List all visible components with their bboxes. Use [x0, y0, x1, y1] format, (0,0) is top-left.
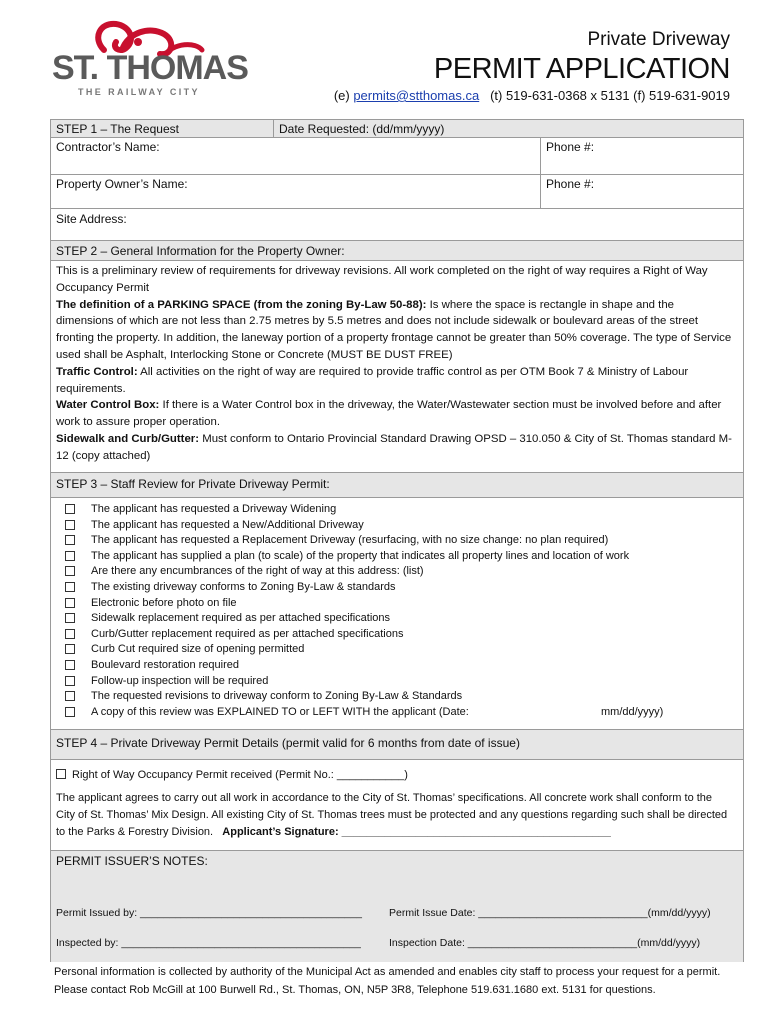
traffic-label: Traffic Control: [56, 365, 138, 378]
email-link[interactable]: permits@stthomas.ca [353, 88, 480, 103]
agreement-text [56, 790, 733, 841]
occupancy-permit-line[interactable]: Right of Way Occupancy Permit received (Permit No.: ___________) [56, 767, 733, 784]
checkbox[interactable] [65, 644, 75, 654]
water-label: Water Control Box: [56, 399, 160, 412]
agreement-body: The applicant agrees to carry out all work in accordance to the City of St. Thomas’ specifications. All concrete work shall conform to the City of St. Thomas’ Mix Design. All existing City of St. Thomas trees must be protected and any questions regarding such shall be directed to the Parks & Forestry Division. [56, 792, 728, 838]
inspection-date[interactable]: Inspection Date: _____________________________(mm/dd/yyyy) [389, 937, 701, 949]
issuer-notes-heading: PERMIT ISSUER’S NOTES: [56, 854, 208, 868]
checkbox[interactable] [65, 582, 75, 592]
checkbox[interactable] [65, 660, 75, 670]
email-prefix: (e) [333, 88, 354, 103]
step3-header [51, 473, 743, 498]
date-requested-label[interactable]: Date Requested: (dd/mm/yyyy) [279, 122, 445, 136]
inspected-by[interactable]: Inspected by: _________________________________________ [56, 937, 361, 949]
owner-row [51, 175, 743, 209]
owner-name-label[interactable]: Property Owner’s Name: [56, 177, 188, 191]
step1-header [51, 120, 743, 138]
logo-tagline: THE RAILWAY CITY [78, 87, 200, 97]
permit-issue-date[interactable]: Permit Issue Date: _____________________________(mm/dd/yyyy) [389, 907, 711, 919]
privacy-footer: Personal information is collected by authority of the Municipal Act as amended and enables city staff to process your request for a permit. Please contact Rob McGill at 100 Burwell Rd., St. Thomas, ON, N5P 3R8, Telephone 519.631.1680 ext. 5131 for questions. [54, 966, 721, 996]
checkbox[interactable] [65, 535, 75, 545]
checklist-item[interactable]: The applicant has requested a Driveway Widening [65, 502, 629, 518]
checklist-item[interactable]: Are there any encumbrances of the right of way at this address: (list) [65, 564, 629, 580]
review-date-format: mm/dd/yyyy) [601, 705, 664, 718]
checkbox[interactable] [65, 566, 75, 576]
checkbox[interactable] [65, 520, 75, 530]
contractor-phone-label[interactable]: Phone #: [546, 140, 595, 154]
checklist-item[interactable]: The requested revisions to driveway conform to Zoning By-Law & Standards [65, 689, 629, 705]
checklist-item[interactable]: Sidewalk replacement required as per attached specifications [65, 611, 629, 627]
owner-phone-label[interactable]: Phone #: [546, 177, 595, 191]
checklist-item[interactable]: The applicant has supplied a plan (to scale) of the property that indicates all property lines and location of work [65, 549, 629, 565]
site-row [51, 209, 743, 241]
step2-header [51, 241, 743, 261]
checkbox[interactable] [65, 707, 75, 717]
step4-body [51, 760, 743, 851]
checklist-item[interactable]: The applicant has requested a Replacement Driveway (resurfacing, with no size change: no plan required) [65, 533, 629, 549]
parking-label: The definition of a PARKING SPACE (from the zoning By-Law 50-88): [56, 298, 427, 311]
checkbox[interactable] [65, 613, 75, 623]
permit-issued-by[interactable]: Permit Issued by: ______________________________________ [56, 907, 362, 919]
water-text: If there is a Water Control box in the driveway, the Water/Wastewater section must be involved before and after work to assure proper operation. [56, 399, 722, 429]
checklist-item[interactable]: Follow-up inspection will be required [65, 674, 629, 690]
occupancy-checkbox[interactable] [56, 769, 66, 779]
checklist-item[interactable]: A copy of this review was EXPLAINED TO or LEFT WITH the applicant (Date: mm/dd/yyyy) [65, 705, 629, 721]
permit-form [50, 119, 744, 962]
contact-line [334, 88, 730, 103]
checklist-item[interactable]: Boulevard restoration required [65, 658, 629, 674]
sidewalk-text: Must conform to Ontario Provincial Standard Drawing OPSD – 310.050 & City of St. Thomas standard M-12 (copy attached) [56, 432, 732, 462]
step1-heading: STEP 1 – The Request [56, 122, 179, 136]
contractor-name-label[interactable]: Contractor’s Name: [56, 140, 160, 154]
phone-fax: (t) 519-631-0368 x 5131 (f) 519-631-9019 [490, 88, 730, 103]
step4-header [51, 730, 743, 760]
logo-wordmark: ST. THOMAS [52, 49, 248, 87]
review-checklist [65, 502, 664, 720]
checkbox[interactable] [65, 629, 75, 639]
applicant-signature[interactable]: Applicant’s Signature: ____________________________________________ [222, 826, 611, 838]
contractor-row [51, 138, 743, 175]
checklist-item[interactable]: Curb/Gutter replacement required as per attached specifications [65, 627, 629, 643]
checkbox[interactable] [65, 598, 75, 608]
checkbox[interactable] [65, 676, 75, 686]
sidewalk-label: Sidewalk and Curb/Gutter: [56, 432, 200, 445]
checkbox[interactable] [65, 504, 75, 514]
issuer-notes-section [51, 851, 743, 962]
step4-heading: STEP 4 – Private Driveway Permit Details (permit valid for 6 months from date of issue) [56, 736, 520, 750]
title-permit-application: PERMIT APPLICATION [433, 53, 730, 85]
checkbox[interactable] [65, 551, 75, 561]
step2-heading: STEP 2 – General Information for the Property Owner: [56, 244, 345, 258]
checklist-item[interactable]: The existing driveway conforms to Zoning By-Law & standards [65, 580, 629, 596]
step2-intro: This is a preliminary review of requirements for driveway revisions. All work completed on the right of way requires a Right of Way Occupancy Permit [56, 265, 708, 294]
step3-heading: STEP 3 – Staff Review for Private Driveway Permit: [56, 477, 330, 491]
site-address-label[interactable]: Site Address: [56, 212, 127, 226]
step2-body [51, 261, 743, 473]
checklist-item[interactable]: Curb Cut required size of opening permitted [65, 642, 629, 658]
checklist-item[interactable]: Electronic before photo on file [65, 596, 629, 612]
parking-text: Is where the space is rectangle in shape and the dimensions of which are not less than 2.75 metres by 5.5 metres and does not include sidewalk or boulevard areas of the street fronting the property. In addition, the laneway portion of a property frontage cannot be greater than 50% coverage. The type of Service used shall be Asphalt, Interlocking Stone or Concrete (MUST BE DUST FREE) [56, 298, 732, 361]
step2-text [56, 263, 733, 465]
title-private-driveway: Private Driveway [587, 29, 730, 50]
checklist-item[interactable]: The applicant has requested a New/Additional Driveway [65, 518, 629, 534]
checkbox[interactable] [65, 691, 75, 701]
traffic-text: All activities on the right of way are required to provide traffic control as per OTM Book 7 & Ministry of Labour requirements. [56, 365, 689, 395]
